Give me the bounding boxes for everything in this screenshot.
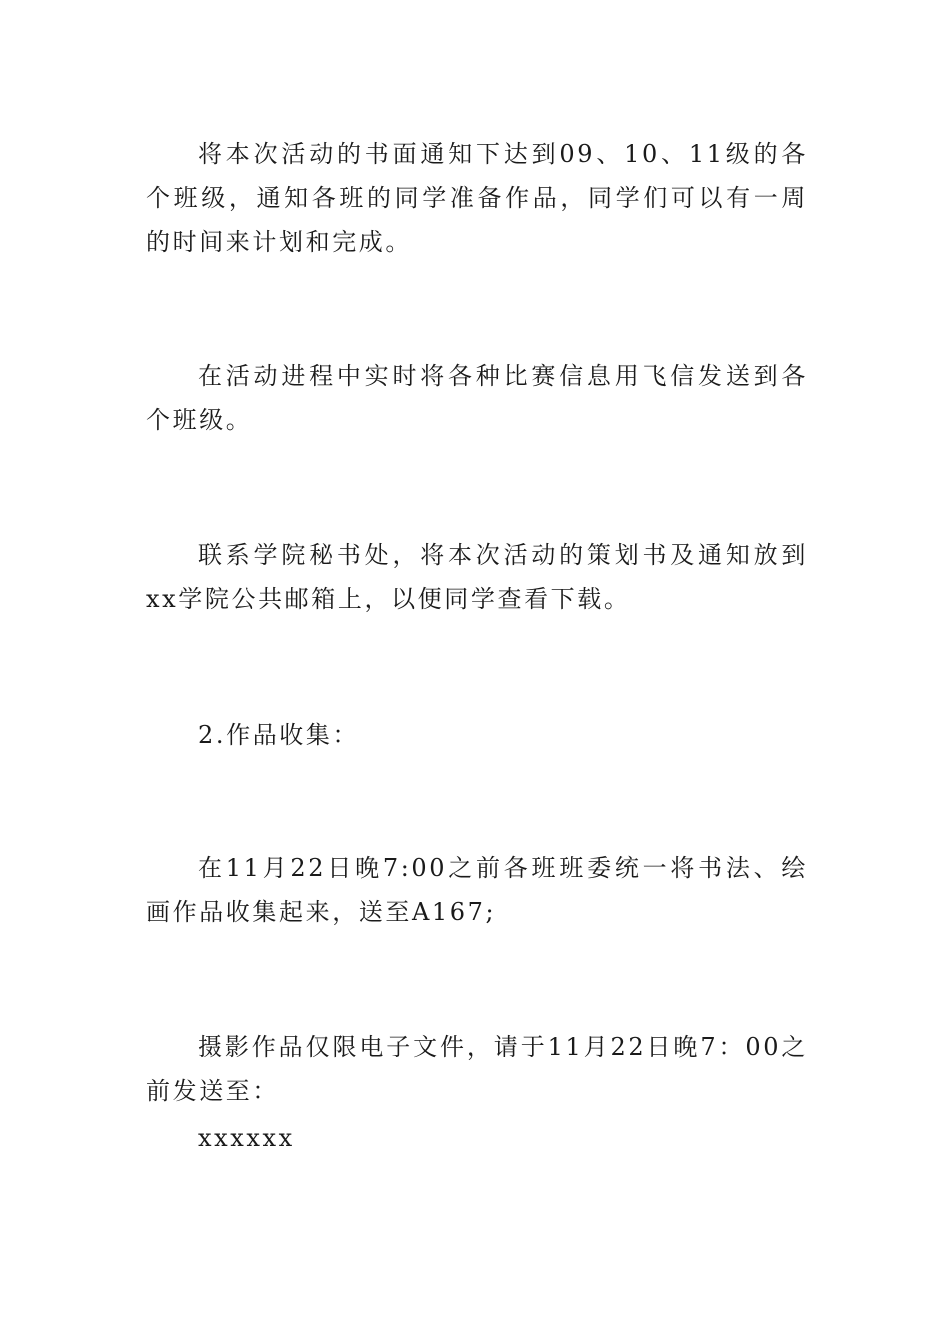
paragraph-public-mailbox: 联系学院秘书处，将本次活动的策划书及通知放到xx学院公共邮箱上，以便同学查看下载。 [146, 541, 808, 613]
paragraph-notice-distribution: 将本次活动的书面通知下达到09、10、11级的各个班级，通知各班的同学准备作品，同学们可以有一周的时间来计划和完成。 [146, 140, 808, 256]
paragraph-email-address: xxxxxx [198, 1124, 295, 1152]
paragraph-photography-submission: 摄影作品仅限电子文件，请于11月22日晚7：00之前发送至： [146, 1033, 808, 1105]
section-heading-collection: 2.作品收集： [198, 721, 360, 749]
paragraph-calligraphy-painting-collection: 在11月22日晚7:00之前各班班委统一将书法、绘画作品收集起来，送至A167; [146, 854, 808, 926]
paragraph-fetion-updates: 在活动进程中实时将各种比赛信息用飞信发送到各个班级。 [146, 362, 808, 434]
